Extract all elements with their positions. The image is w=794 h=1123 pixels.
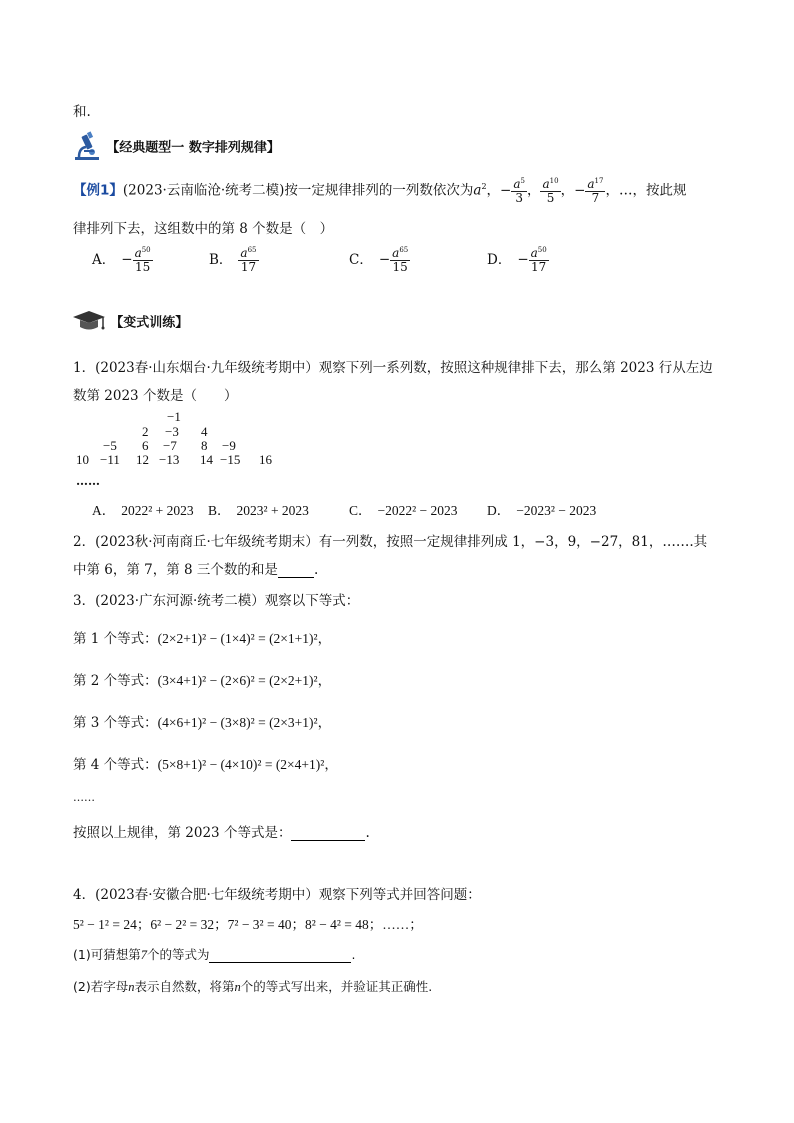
q1-option-b: B． 2023² + 2023 [208, 503, 309, 518]
seq-3-sign: − [574, 182, 586, 199]
q1-line1: 1．(2023春·山东烟台·九年级统考期中）观察下列一系列数，按照这种规律排下去，那么第 2023 行从左边 [73, 360, 713, 376]
q3-intro: 3．(2023·广东河源·统考二模）观察以下等式： [73, 593, 360, 609]
seq-2-fraction: $\frac{a^{10}}{5}$ [542, 177, 559, 205]
q1-option-a: A． 2022² + 2023 [92, 503, 194, 518]
q3-dots: …… [73, 791, 95, 804]
q2-line2: 中第 6，第 7，第 8 三个数的和是 . [73, 562, 319, 578]
tri-cell: 2 [142, 424, 149, 439]
tri-cell: −7 [163, 438, 177, 453]
q1-line2: 数第 2023 个数是（ ） [73, 388, 238, 404]
q2-line1: 2．(2023秋·河南商丘·七年级统考期末）有一列数，按照一定规律排列成 1，−3，9，−27，81，…….其 [73, 534, 708, 550]
example-option-a: A． − $\frac{a^{50}}{15}$ [92, 246, 151, 274]
example-source: (2023·云南临沧·统考二模) [122, 182, 285, 199]
q4-answer-blank[interactable] [209, 962, 351, 963]
q3-eq-4: 第 4 个等式：(5×8+1)² − (4×10)² = (2×4+1)²， [73, 757, 338, 773]
q3-answer-blank[interactable] [291, 840, 365, 841]
q4-intro: 4．(2023春·安徽合肥·七年级统考期中）观察下列等式并回答问题： [73, 887, 481, 903]
section-practice-title: 【变式训练】 [110, 315, 189, 331]
tri-cell: 6 [142, 438, 149, 453]
q3-eq-2: 第 2 个等式：(3×4+1)² − (2×6)² = (2×2+1)²， [73, 673, 332, 689]
microscope-icon [72, 130, 102, 162]
q3-final: 按照以上规律，第 2023 个等式是： . [73, 825, 370, 841]
tri-cell: 4 [201, 424, 208, 439]
seq-first-exp: 2 [481, 182, 487, 192]
seq-3-fraction: $\frac{a^{17}}{7}$ [587, 177, 604, 205]
example1-line1: 【例1】(2023·云南临沧·统考二模)按一定规律排列的一列数依次为$a^2$，− $\frac{a^5}{3}$ ， $\frac{a^{10}}{5}$ ，− $\frac{a^{17}}{7}$ ，…，按此规 [73, 177, 687, 205]
example-text-a: 按一定规律排列的一列数依次为 [284, 182, 474, 199]
section-practice-header [72, 309, 188, 333]
tri-cell: −11 [100, 452, 120, 467]
q1-option-c: C． −2022² − 2023 [349, 503, 458, 518]
section-classic-title: 【经典题型一 数字排列规律】 [106, 140, 280, 156]
q3-eq-1: 第 1 个等式：(2×2+1)² − (1×4)² = (2×1+1)²， [73, 631, 332, 647]
graduation-cap-icon [72, 309, 106, 333]
tri-cell: −5 [103, 438, 117, 453]
section-classic-header [72, 130, 280, 162]
example-text-b: 按此规 [645, 182, 687, 199]
example-option-b: B． $\frac{a^{65}}{17}$ [209, 246, 257, 274]
tri-cell: −3 [165, 424, 179, 439]
tri-cell: 12 [136, 452, 149, 467]
seq-1-fraction: $\frac{a^5}{3}$ [513, 177, 525, 205]
intro-tail: 和. [73, 104, 91, 120]
tri-cell: −13 [159, 452, 180, 467]
q4-part1: (1)可猜想第7个的等式为 . [73, 947, 356, 962]
example-tag: 【例1】 [73, 182, 123, 199]
q1-dots: …… [76, 474, 100, 488]
q4-part2: (2)若字母n表示自然数，将第n个的等式写出来，并验证其正确性. [73, 979, 433, 994]
example-option-c: C． − $\frac{a^{65}}{15}$ [349, 246, 409, 274]
tri-cell: −15 [220, 452, 241, 467]
q2-answer-blank[interactable] [278, 577, 314, 578]
seq-1-sign: − [500, 182, 512, 199]
tri-cell: −1 [167, 409, 181, 424]
q4-equations: 5² − 1² = 24；6² − 2² = 32；7² − 3² = 40；8² − 4² = 48；……； [73, 917, 423, 932]
example1-line2: 律排列下去，这组数中的第 8 个数是（ ） [73, 221, 334, 237]
q3-eq-3: 第 3 个等式：(4×6+1)² − (3×8)² = (2×3+1)²， [73, 715, 332, 731]
seq-ellipsis: … [618, 182, 633, 199]
tri-cell: 10 [76, 452, 89, 467]
tri-cell: 16 [259, 452, 272, 467]
tri-cell: −9 [222, 438, 236, 453]
seq-first-base: a [473, 182, 482, 199]
tri-cell: 14 [200, 452, 213, 467]
q1-option-d: D． −2023² − 2023 [487, 503, 597, 518]
example-option-d: D． − $\frac{a^{50}}{17}$ [487, 246, 547, 274]
tri-cell: 8 [201, 438, 208, 453]
